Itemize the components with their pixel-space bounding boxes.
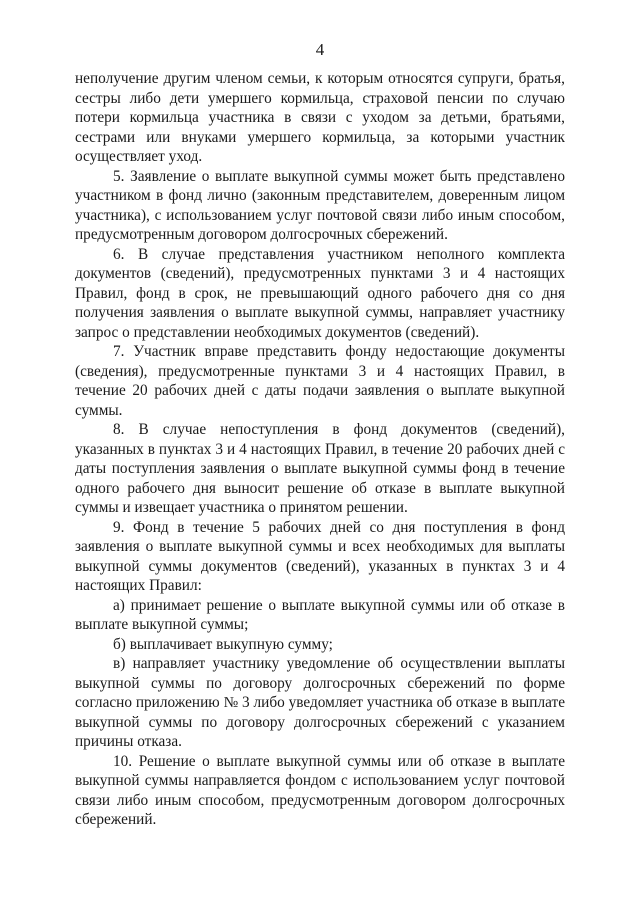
paragraph-10: 10. Решение о выплате выкупной суммы или об отказе в выплате выкупной суммы направляется фондом с использованием услуг почтовой связи либо иным способом, предусмотренным договором долгосрочных сбережений. [75, 752, 565, 828]
paragraph-9: 9. Фонд в течение 5 рабочих дней со дня поступления в фонд заявления о выплате выкупной суммы и всех необходимых для выплаты выкупной суммы документов (сведений), указанных в пунктах 3 и 4 настоящих Правил: [75, 518, 565, 594]
paragraph-8: 8. В случае непоступления в фонд документов (сведений), указанных в пунктах 3 и 4 настоящих Правил, в течение 20 рабочих дней с даты поступления заявления о выплате выкупной суммы фонд в течение одного рабочего дня выносит решение об отказе в выплате выкупной суммы и извещает участника о принятом решении. [75, 421, 565, 516]
subitem-a: а) принимает решение о выплате выкупной суммы или об отказе в выплате выкупной суммы; [75, 596, 565, 633]
paragraph-6: 6. В случае представления участником неполного комплекта документов (сведений), предусмотренных пунктами 3 и 4 настоящих Правил, фонд в срок, не превышающий одного рабочего дня со дня получения заявления о выплате выкупной суммы, направляет участнику запрос о представлении необходимых документов (сведений). [75, 245, 565, 341]
subitem-b: б) выплачивает выкупную сумму; [113, 635, 333, 653]
subitem-v: в) направляет участнику уведомление об осуществлении выплаты выкупной суммы по договору долгосрочных сбережений по форме согласно приложению № 3 либо уведомляет участника об отказе в выплате выкупной суммы по договору долгосрочных сбережений с указанием причины отказа. [75, 655, 565, 750]
paragraph-5: 5. Заявление о выплате выкупной суммы может быть представлено участником в фонд лично (законным представителем, доверенным лицом участника), с использованием услуг почтовой связи либо иным способом, предусмотренным договором долгосрочных сбережений. [75, 167, 565, 243]
paragraph-7: 7. Участник вправе представить фонду недостающие документы (сведения), предусмотренные пунктами 3 и 4 настоящих Правил, в течение 20 рабочих дней с даты подачи заявления о выплате выкупной суммы. [75, 343, 565, 419]
document-body [75, 69, 565, 830]
page-number: 4 [315, 40, 325, 59]
paragraph-continuation: неполучение другим членом семьи, к которым относятся супруги, братья, сестры либо дети умершего кормильца, страховой пенсии по случаю потери кормильца участника в связи с уходом за детьми, братьями, сестрами или внуками умершего кормильца, за которыми участник осуществляет уход. [75, 70, 565, 165]
